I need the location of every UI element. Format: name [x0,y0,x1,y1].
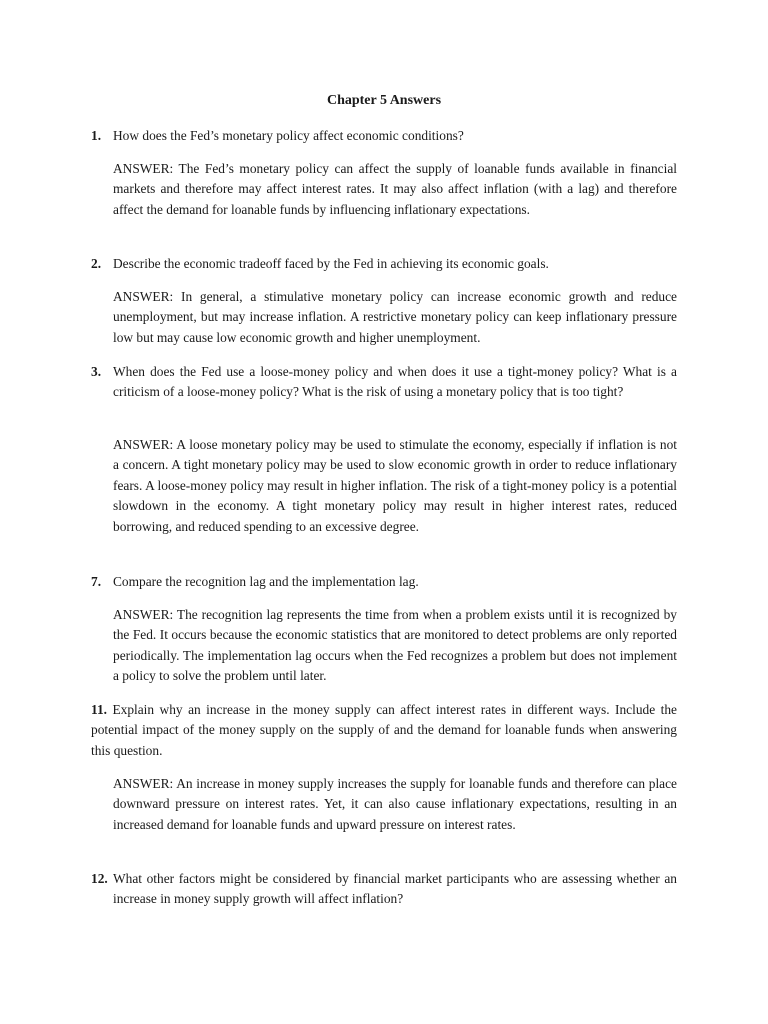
question-2 [91,254,677,274]
page-title: Chapter 5 Answers [326,93,442,108]
question-number: 1. [91,128,102,143]
question-12 [91,869,677,910]
answer-1: ANSWER: The Fed’s monetary policy can affect the supply of loanable funds available in financial markets and therefore may affect interest rates. It may also affect inflation (with a lag) and therefore affect the demand for loanable funds by influencing inflationary expectations. [113,161,677,217]
question-number: 7. [91,574,102,589]
question-number: 11. [91,702,107,717]
question-text: Describe the economic tradeoff faced by the Fed in achieving its economic goals. [113,256,549,271]
question-number: 3. [91,364,102,379]
question-number: 12. [91,871,108,886]
answer-11: ANSWER: An increase in money supply increases the supply for loanable funds and therefore can place downward pressure on interest rates. Yet, it can also cause inflationary expectations, resulting in an increased demand for loanable funds and upward pressure on interest rates. [113,776,677,832]
question-text: How does the Fed’s monetary policy affect economic conditions? [113,128,464,143]
answer-3: ANSWER: A loose monetary policy may be used to stimulate the economy, especially if inflation is not a concern. A tight monetary policy may be used to slow economic growth in order to reduce inflationary fears. A loose-money policy may result in higher inflation. The risk of a tight-money policy is a potential slowdown in the economy. A tight monetary policy may result in higher interest rates, reduced borrowing, and reduced spending to an excessive degree. [113,437,677,534]
question-text: What other factors might be considered by financial market participants who are assessing whether an increase in money supply growth will affect inflation? [113,871,677,907]
question-number: 2. [91,256,102,271]
question-text: Explain why an increase in the money supply can affect interest rates in different ways. Include the potential impact of the money supply on the supply of and the demand for loanable funds when answering this question. [91,702,677,758]
question-7 [91,572,677,592]
question-3 [91,362,677,403]
question-1 [91,126,677,146]
question-11 [91,700,677,761]
answer-2: ANSWER: In general, a stimulative monetary policy can increase economic growth and reduce unemployment, but may increase inflation. A restrictive monetary policy can keep inflationary pressure low but may cause low economic growth and higher unemployment. [113,289,677,345]
answer-7: ANSWER: The recognition lag represents the time from when a problem exists until it is recognized by the Fed. It occurs because the economic statistics that are monitored to detect problems are only reported periodically. The implementation lag occurs when the Fed recognizes a problem but does not implement a policy to solve the problem until later. [113,607,677,684]
question-text: Compare the recognition lag and the implementation lag. [113,574,419,589]
question-text: When does the Fed use a loose-money policy and when does it use a tight-money policy? What is a criticism of a loose-money policy? What is the risk of using a monetary policy that is too tight? [113,364,677,400]
